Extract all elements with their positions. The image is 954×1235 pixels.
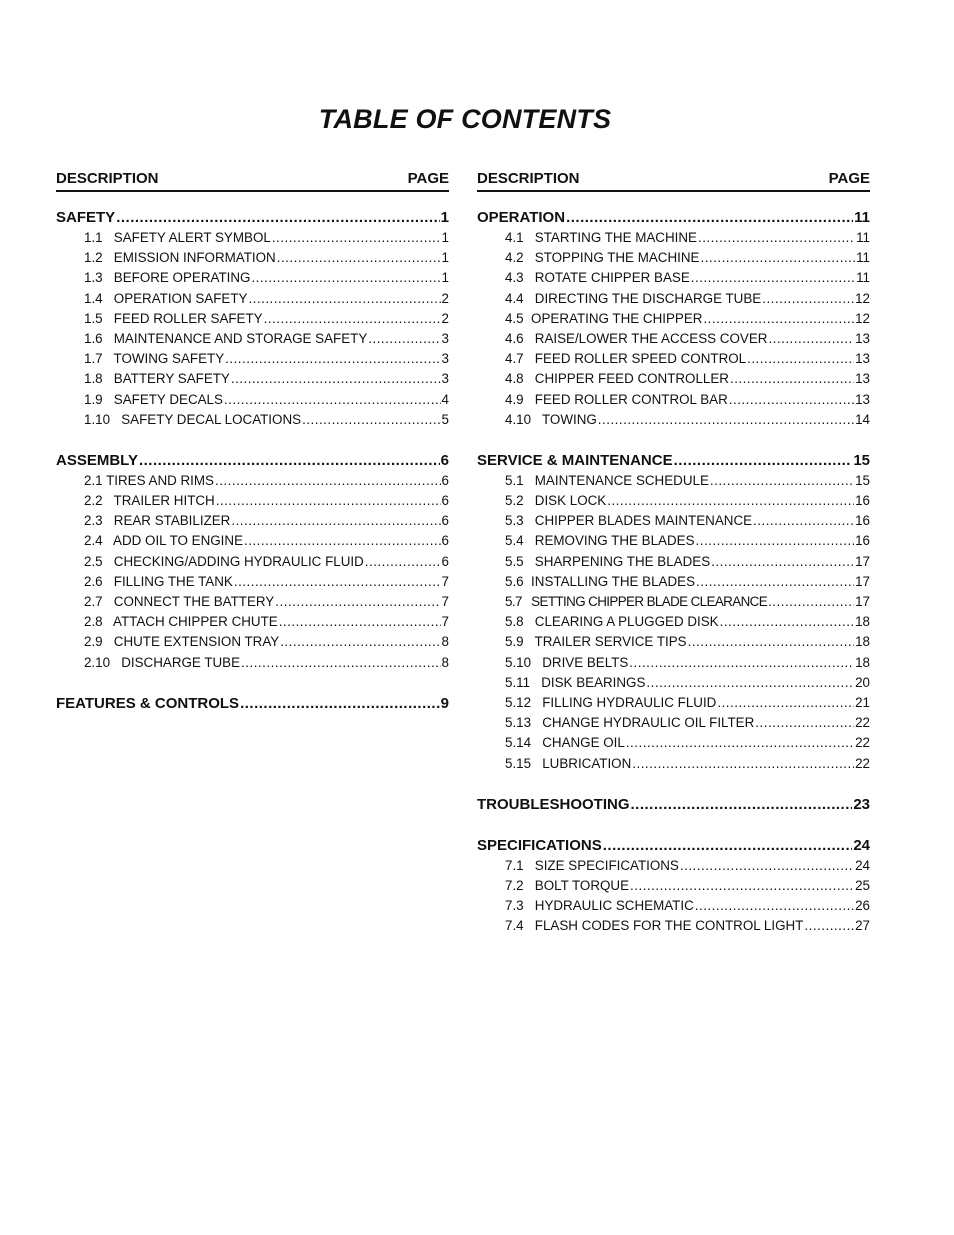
- item-label: 1.2 EMISSION INFORMATION: [84, 250, 276, 266]
- column-header-page: PAGE: [407, 170, 449, 187]
- item-page-number: 2: [441, 290, 449, 306]
- dot-leader: [720, 612, 855, 632]
- dot-leader: [116, 208, 439, 228]
- dot-leader: [225, 349, 440, 369]
- dot-leader: [729, 390, 854, 410]
- dot-leader: [231, 369, 441, 389]
- item-page-number: 7: [441, 614, 449, 630]
- dot-leader: [365, 552, 441, 572]
- toc-section: [56, 451, 449, 673]
- item-page-number: 17: [855, 573, 870, 589]
- dot-leader: [674, 451, 853, 471]
- dot-leader: [215, 471, 441, 491]
- toc-section-entry[interactable]: [477, 795, 870, 815]
- toc-item-entry[interactable]: [477, 612, 870, 632]
- item-label: 2.1 TIRES AND RIMS: [84, 472, 214, 488]
- column-header: [477, 170, 870, 192]
- item-label: 1.4 OPERATION SAFETY: [84, 290, 248, 306]
- toc-item-entry[interactable]: [56, 632, 449, 652]
- dot-leader: [703, 309, 854, 329]
- toc-item-entry[interactable]: [477, 896, 870, 916]
- toc-item-entry[interactable]: [56, 653, 449, 673]
- dot-leader: [730, 369, 854, 389]
- dot-leader: [680, 856, 854, 876]
- toc-section-entry[interactable]: [56, 451, 449, 471]
- toc-section-entry[interactable]: [477, 451, 870, 471]
- toc-item-entry[interactable]: [477, 713, 870, 733]
- item-label: 4.7 FEED ROLLER SPEED CONTROL: [505, 351, 747, 367]
- toc-item-entry[interactable]: [56, 552, 449, 572]
- toc-column-left: [56, 170, 449, 714]
- item-label: 1.3 BEFORE OPERATING: [84, 270, 251, 286]
- item-page-number: 17: [855, 594, 870, 609]
- item-page-number: 22: [855, 735, 870, 751]
- item-page-number: 22: [855, 755, 870, 771]
- toc-column-right: [477, 170, 870, 936]
- dot-leader: [240, 694, 440, 714]
- toc-item-entry[interactable]: [477, 248, 870, 268]
- dot-leader: [632, 754, 854, 774]
- dot-leader: [696, 572, 854, 592]
- toc-section-entry[interactable]: [56, 694, 449, 714]
- item-page-number: 6: [441, 553, 449, 569]
- item-page-number: 17: [855, 553, 870, 569]
- item-page-number: 12: [855, 310, 870, 326]
- toc-section: [56, 694, 449, 714]
- toc-item-entry[interactable]: [477, 268, 870, 288]
- dot-leader: [368, 329, 440, 349]
- item-page-number: 18: [855, 634, 870, 650]
- dot-leader: [629, 653, 854, 673]
- item-label: 2.2 TRAILER HITCH: [84, 493, 215, 509]
- toc-item-entry[interactable]: [56, 592, 449, 612]
- toc-item-entry[interactable]: [56, 369, 449, 389]
- section-title: SAFETY: [56, 209, 116, 226]
- dot-leader: [631, 795, 853, 815]
- item-label: 1.8 BATTERY SAFETY: [84, 371, 230, 387]
- item-label: 5.11 DISK BEARINGS: [505, 674, 646, 690]
- item-label: 2.6 FILLING THE TANK: [84, 573, 233, 589]
- section-page-number: 1: [440, 209, 449, 226]
- toc-item-entry[interactable]: [477, 390, 870, 410]
- dot-leader: [700, 248, 855, 268]
- toc-item-entry[interactable]: [56, 511, 449, 531]
- toc-item-entry[interactable]: [477, 653, 870, 673]
- section-page-number: 24: [853, 836, 870, 854]
- item-label: 2.9 CHUTE EXTENSION TRAY: [84, 634, 280, 650]
- dot-leader: [231, 511, 440, 531]
- dot-leader: [139, 451, 440, 471]
- section-page-number: 6: [440, 451, 449, 469]
- item-page-number: 8: [441, 634, 449, 650]
- dot-leader: [302, 410, 440, 430]
- column-header-description: DESCRIPTION: [477, 170, 580, 187]
- dot-leader: [710, 471, 854, 491]
- item-page-number: 22: [855, 715, 870, 731]
- item-label: 1.10 SAFETY DECAL LOCATIONS: [84, 411, 302, 427]
- item-page-number: 13: [855, 391, 870, 407]
- toc-item-entry[interactable]: [56, 491, 449, 511]
- toc-item-entry[interactable]: [56, 349, 449, 369]
- section-title: OPERATION: [477, 209, 566, 226]
- dot-leader: [711, 552, 854, 572]
- toc-section-entry[interactable]: [477, 208, 870, 228]
- item-label: 2.7 CONNECT THE BATTERY: [84, 594, 275, 609]
- item-page-number: 13: [855, 371, 870, 387]
- item-page-number: 6: [441, 472, 449, 488]
- dot-leader: [753, 511, 854, 531]
- item-label: 7.3 HYDRAULIC SCHEMATIC: [505, 898, 694, 914]
- toc-section: [56, 208, 449, 430]
- column-header: [56, 170, 449, 192]
- item-label: 4.3 ROTATE CHIPPER BASE: [505, 270, 690, 286]
- dot-leader: [566, 208, 853, 228]
- item-page-number: 6: [441, 513, 449, 529]
- toc-item-entry[interactable]: [477, 673, 870, 693]
- toc-section-entry[interactable]: [56, 208, 449, 228]
- item-label: 7.4 FLASH CODES FOR THE CONTROL LIGHT: [505, 918, 804, 934]
- column-header-page: PAGE: [828, 170, 870, 187]
- toc-item-entry[interactable]: [477, 349, 870, 369]
- toc-item-entry[interactable]: [477, 572, 870, 592]
- item-page-number: 20: [855, 674, 870, 690]
- page-title: TABLE OF CONTENTS: [318, 104, 612, 134]
- toc-item-entry[interactable]: [477, 632, 870, 652]
- toc-item-entry[interactable]: [477, 511, 870, 531]
- item-page-number: 1: [441, 270, 449, 286]
- toc-item-entry[interactable]: [56, 329, 449, 349]
- item-page-number: 7: [441, 573, 449, 589]
- toc-item-entry[interactable]: [56, 268, 449, 288]
- dot-leader: [280, 632, 440, 652]
- item-label: 5.12 FILLING HYDRAULIC FLUID: [505, 694, 717, 710]
- item-page-number: 18: [855, 614, 870, 630]
- item-label: 5.9 TRAILER SERVICE TIPS: [505, 634, 687, 650]
- dot-leader: [248, 289, 440, 309]
- toc-item-entry[interactable]: [477, 693, 870, 713]
- dot-leader: [224, 390, 441, 410]
- toc-item-entry[interactable]: [56, 309, 449, 329]
- toc-section: [477, 836, 870, 937]
- item-label: 2.3 REAR STABILIZER: [84, 513, 231, 529]
- toc-section-entry[interactable]: [477, 836, 870, 856]
- item-label: 4.8 CHIPPER FEED CONTROLLER: [505, 371, 729, 387]
- section-page-number: 23: [853, 795, 870, 813]
- item-label: 7.1 SIZE SPECIFICATIONS: [505, 857, 679, 873]
- item-page-number: 18: [855, 654, 870, 670]
- toc-section: [477, 795, 870, 815]
- section-title: ASSEMBLY: [56, 451, 138, 469]
- toc-item-entry[interactable]: [477, 876, 870, 896]
- section-title: FEATURES & CONTROLS: [56, 694, 240, 712]
- item-page-number: 11: [856, 230, 870, 245]
- toc-item-entry[interactable]: [56, 410, 449, 430]
- item-label: 5.3 CHIPPER BLADES MAINTENANCE: [505, 513, 753, 529]
- item-page-number: 25: [855, 877, 870, 893]
- item-label: 2.5 CHECKING/ADDING HYDRAULIC FLUID: [84, 553, 364, 569]
- item-page-number: 3: [441, 371, 449, 387]
- dot-leader: [646, 673, 854, 693]
- item-label: 5.1 MAINTENANCE SCHEDULE: [505, 472, 709, 488]
- toc-item-entry[interactable]: [56, 228, 449, 248]
- item-page-number: 26: [855, 898, 870, 914]
- dot-leader: [717, 693, 854, 713]
- item-page-number: 16: [855, 513, 870, 529]
- item-page-number: 5: [441, 411, 449, 427]
- item-label: 2.8 ATTACH CHIPPER CHUTE: [84, 614, 278, 630]
- dot-leader: [598, 410, 854, 430]
- item-page-number: 6: [441, 493, 449, 509]
- section-page-number: 11: [854, 209, 870, 226]
- dot-leader: [768, 329, 854, 349]
- dot-leader: [234, 572, 441, 592]
- item-label: 1.6 MAINTENANCE AND STORAGE SAFETY: [84, 330, 368, 346]
- section-title: SPECIFICATIONS: [477, 836, 602, 854]
- item-label: 5.13 CHANGE HYDRAULIC OIL FILTER: [505, 715, 755, 731]
- section-page-number: 15: [853, 451, 870, 469]
- item-label: 1.5 FEED ROLLER SAFETY: [84, 310, 263, 326]
- toc-item-entry[interactable]: [477, 592, 870, 612]
- toc-item-entry[interactable]: [56, 471, 449, 491]
- item-label: 5.10 DRIVE BELTS: [505, 654, 629, 670]
- item-label: 5.6 INSTALLING THE BLADES: [505, 573, 696, 589]
- item-label: 5.8 CLEARING A PLUGGED DISK: [505, 614, 719, 630]
- item-page-number: 3: [441, 330, 449, 346]
- toc-item-entry[interactable]: [56, 289, 449, 309]
- dot-leader: [279, 612, 441, 632]
- item-page-number: 24: [855, 857, 870, 873]
- dot-leader: [241, 653, 441, 673]
- toc-section: [477, 451, 870, 774]
- item-page-number: 12: [855, 290, 870, 306]
- item-page-number: 11: [856, 270, 870, 286]
- toc-item-entry[interactable]: [56, 531, 449, 551]
- toc-item-entry[interactable]: [56, 612, 449, 632]
- dot-leader: [275, 592, 440, 612]
- item-label: 4.9 FEED ROLLER CONTROL BAR: [505, 391, 728, 407]
- toc-item-entry[interactable]: [477, 289, 870, 309]
- item-label: 7.2 BOLT TORQUE: [505, 877, 630, 893]
- toc-item-entry[interactable]: [477, 754, 870, 774]
- dot-leader: [762, 289, 854, 309]
- item-label: 2.10 DISCHARGE TUBE: [84, 654, 241, 670]
- item-label: 1.1 SAFETY ALERT SYMBOL: [84, 230, 271, 245]
- column-header-description: DESCRIPTION: [56, 170, 159, 187]
- dot-leader: [626, 733, 854, 753]
- dot-leader: [804, 916, 854, 936]
- dot-leader: [698, 228, 855, 248]
- dot-leader: [768, 592, 854, 612]
- dot-leader: [603, 836, 853, 856]
- item-page-number: 16: [855, 533, 870, 549]
- dot-leader: [755, 713, 854, 733]
- toc-item-entry[interactable]: [477, 228, 870, 248]
- item-label: 4.4 DIRECTING THE DISCHARGE TUBE: [505, 290, 762, 306]
- item-label: 4.1 STARTING THE MACHINE: [505, 230, 697, 245]
- item-page-number: 1: [441, 250, 449, 266]
- dot-leader: [695, 896, 854, 916]
- toc-item-entry[interactable]: [477, 410, 870, 430]
- item-label: 5.15 LUBRICATION: [505, 755, 632, 771]
- item-label: 5.7 SETTING CHIPPER BLADE CLEARANCE: [505, 594, 768, 609]
- toc-section: [477, 208, 870, 430]
- item-label: 5.5 SHARPENING THE BLADES: [505, 553, 711, 569]
- dot-leader: [272, 228, 441, 248]
- dot-leader: [691, 268, 855, 288]
- toc-item-entry[interactable]: [477, 471, 870, 491]
- toc-item-entry[interactable]: [56, 248, 449, 268]
- toc-item-entry[interactable]: [477, 531, 870, 551]
- item-label: 4.10 TOWING: [505, 411, 597, 427]
- section-page-number: 9: [440, 694, 449, 712]
- toc-item-entry[interactable]: [477, 916, 870, 936]
- dot-leader: [747, 349, 854, 369]
- item-page-number: 1: [441, 230, 449, 245]
- item-label: 5.14 CHANGE OIL: [505, 735, 625, 751]
- item-label: 4.6 RAISE/LOWER THE ACCESS COVER: [505, 330, 768, 346]
- toc-item-entry[interactable]: [477, 733, 870, 753]
- item-page-number: 11: [856, 250, 870, 266]
- dot-leader: [607, 491, 854, 511]
- item-page-number: 13: [855, 330, 870, 346]
- dot-leader: [244, 531, 441, 551]
- toc-item-entry[interactable]: [56, 390, 449, 410]
- toc-item-entry[interactable]: [477, 309, 870, 329]
- item-page-number: 21: [855, 694, 870, 710]
- item-page-number: 3: [441, 351, 449, 367]
- dot-leader: [630, 876, 854, 896]
- dot-leader: [277, 248, 441, 268]
- item-label: 4.5 OPERATING THE CHIPPER: [505, 310, 703, 326]
- toc-item-entry[interactable]: [477, 856, 870, 876]
- dot-leader: [216, 491, 441, 511]
- item-label: 5.2 DISK LOCK: [505, 493, 607, 509]
- dot-leader: [251, 268, 440, 288]
- item-page-number: 16: [855, 493, 870, 509]
- item-page-number: 27: [855, 918, 870, 934]
- item-label: 5.4 REMOVING THE BLADES: [505, 533, 695, 549]
- section-title: SERVICE & MAINTENANCE: [477, 451, 673, 469]
- item-page-number: 13: [855, 351, 870, 367]
- item-label: 1.7 TOWING SAFETY: [84, 351, 225, 367]
- item-page-number: 2: [441, 310, 449, 326]
- item-label: 2.4 ADD OIL TO ENGINE: [84, 533, 244, 549]
- toc-item-entry[interactable]: [477, 491, 870, 511]
- item-page-number: 15: [855, 472, 870, 488]
- dot-leader: [696, 531, 855, 551]
- section-title: TROUBLESHOOTING: [477, 795, 630, 813]
- item-page-number: 8: [441, 654, 449, 670]
- item-page-number: 14: [855, 411, 870, 427]
- toc-item-entry[interactable]: [477, 329, 870, 349]
- item-page-number: 6: [441, 533, 449, 549]
- toc-item-entry[interactable]: [477, 552, 870, 572]
- item-label: 1.9 SAFETY DECALS: [84, 391, 223, 407]
- dot-leader: [264, 309, 441, 329]
- item-page-number: 4: [441, 391, 449, 407]
- toc-item-entry[interactable]: [56, 572, 449, 592]
- toc-item-entry[interactable]: [477, 369, 870, 389]
- item-page-number: 7: [441, 594, 449, 609]
- item-label: 4.2 STOPPING THE MACHINE: [505, 250, 700, 266]
- dot-leader: [688, 632, 855, 652]
